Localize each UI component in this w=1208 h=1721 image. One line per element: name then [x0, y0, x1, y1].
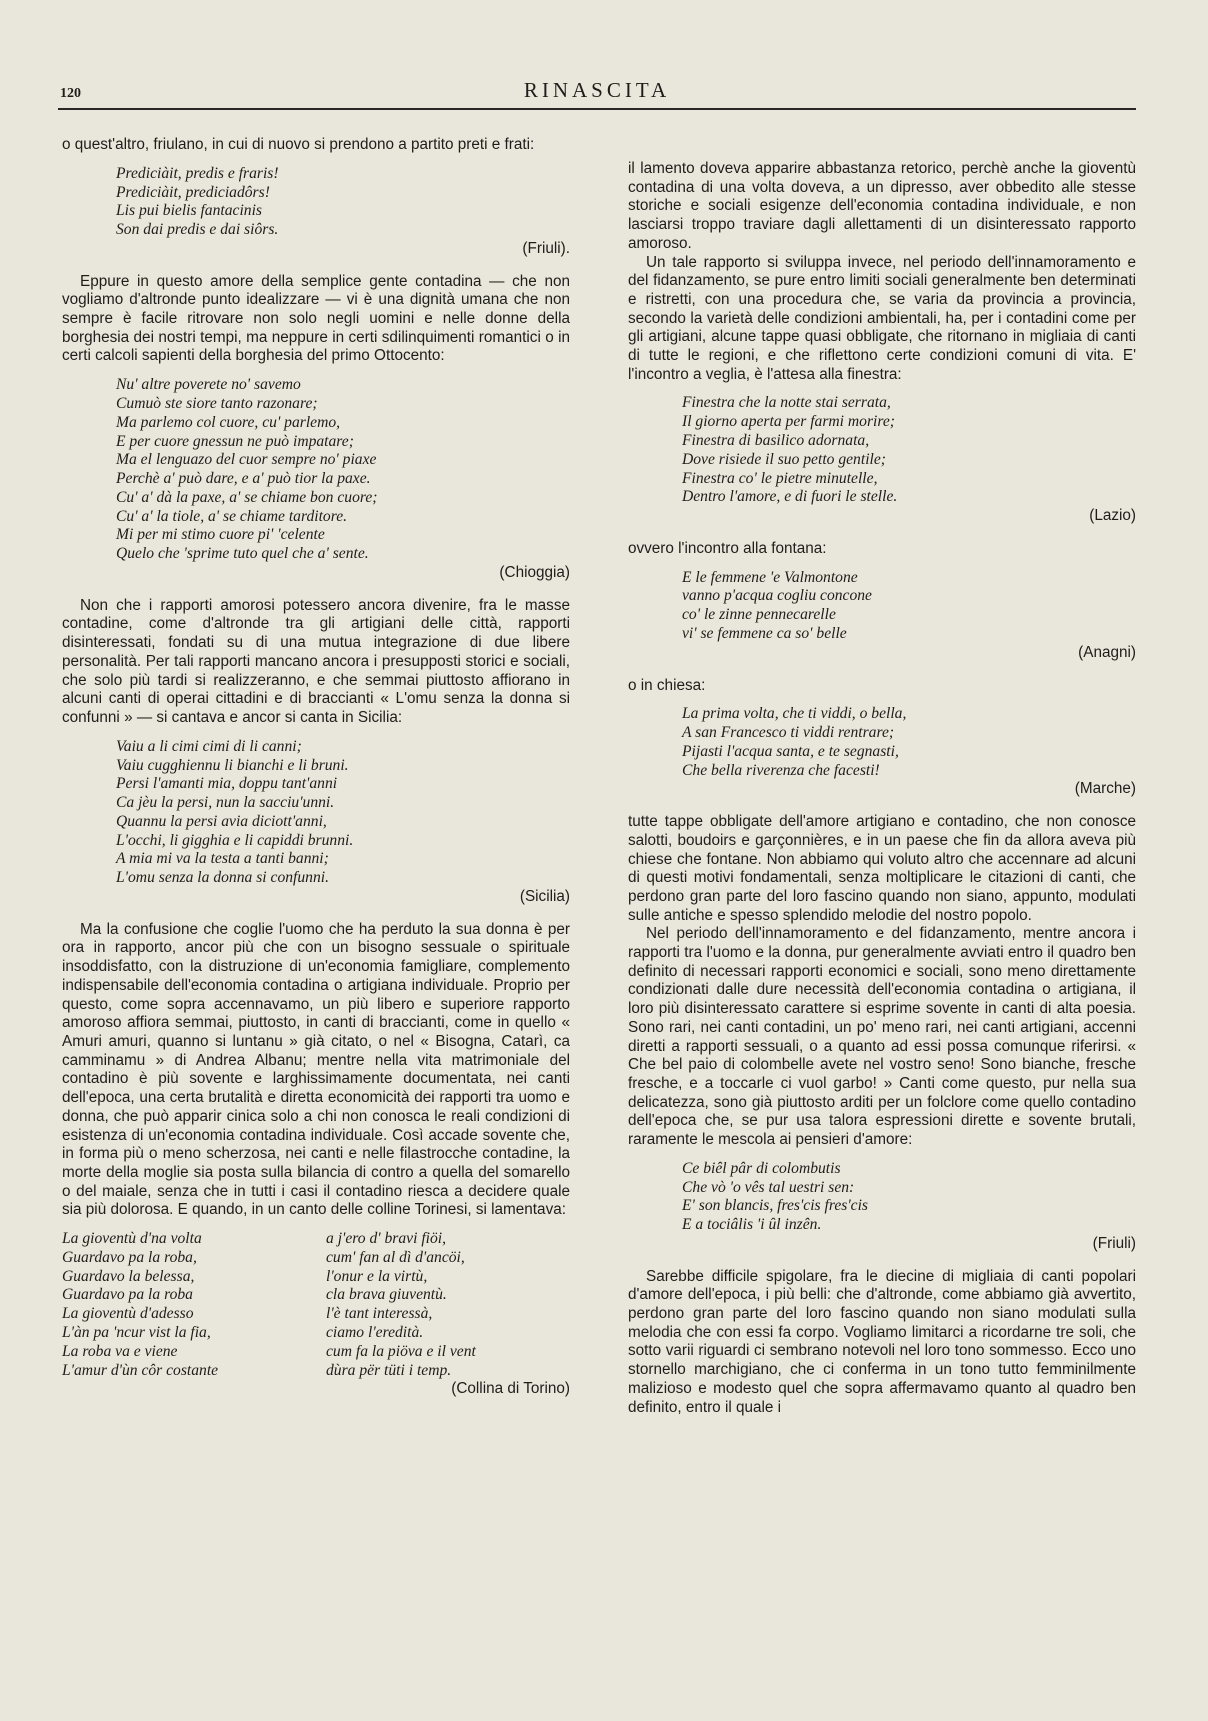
poem-line: cum fa la piöva e il vent — [326, 1342, 476, 1360]
poem-line: L'omu senza la donna si confunni. — [116, 869, 329, 887]
poem-line: Che vò 'o vês tal uestri sen: — [682, 1178, 855, 1196]
poem-line: La gioventù d'adesso — [62, 1305, 194, 1323]
poem-line: Che bella riverenza che facesti! — [682, 761, 880, 779]
poem-line: A mia mi va la testa a tanti banni; — [116, 850, 329, 868]
poem-line: a j'ero d' bravi fiöi, — [326, 1230, 447, 1248]
spacer — [62, 366, 570, 376]
paragraph: ovvero l'incontro alla fontana: — [628, 539, 827, 557]
poem-source: (Sicilia) — [519, 888, 570, 906]
poem-torino — [62, 1230, 570, 1380]
poem-line: E' son blancis, fres'cis fres'cis — [682, 1197, 868, 1215]
poem-line: Dentro l'amore, e di fuori le stelle. — [682, 488, 898, 506]
poem-source: (Friuli). — [522, 239, 570, 257]
poem-line: Prediciàit, prediciadôrs! — [116, 183, 270, 201]
poem-source: (Lazio) — [1089, 507, 1136, 525]
poem-line: Finestra di basilico adornata, — [682, 432, 870, 450]
right-column — [628, 160, 1136, 1417]
spacer — [628, 695, 1136, 705]
paragraph: Sarebbe difficile spigolare, fra le diecine di migliaia di canti popolari d'amore dell'epoca, i più belli: che d'altronde, come abbiamo già avvertito, perdono gran parte del loro fascino quando non siano modulati sulla melodia che con essi fa corpo. Vogliamo limitarci a ricordarne tre soli, che sotto varii riguardi ci sembrano notevoli nel loro tono sommesso. Ecco uno stornello marchigiano, che ci conferma in un tono tutto femminilmente malizioso e modesto quel che sopra affermavamo quanto al quadro ben definito, entro il quale i — [628, 1267, 1136, 1416]
poem-line: Persi l'amanti mia, doppu tant'anni — [116, 775, 338, 793]
poem-line: A san Francesco ti viddi rentrare; — [682, 724, 895, 742]
paragraph: Ma la confusione che coglie l'uomo che ha perduto la sua donna è per ora in rapporto, ancor più che con un bisogno sessuale o spirituale insoddisfatto, con la distruzione di un'economia famigliare, complemento indispensabile dell'economia contadina o artigiana individuale. Proprio per questo, come sopra accennavamo, un più libero e superiore rapporto amoroso affiora semmai, piuttosto, in canti di braccianti, come in quello « Amuri amuri, quanno si luntanu » già citato, o nel « Bisogna, Catarì, ca camminamu » di Andrea Albanu; mentre nella vita matrimoniale del contadino è più sovente e larghissimamente documentata, nei canti dell'epoca, una certa brutalità e diretta economicità dei rapporti tra uomo e donna, che può apparir cinica solo a chi non conosca le reali condizioni di esistenza di un'economia contadina individuale. Così accade sovente che, in forma più o meno scherzosa, nei canti e nelle filastrocche contadine, la morte della moglie sia posta sulla bilancia di contro a quella del somarello o del maiale, senza che in tutti i casi il contadino riesca a decidere quale sia più dolorosa. E quando, in un canto delle colline Torinesi, si lamentava: — [62, 920, 570, 1219]
poem-line: Guardavo pa la roba, — [62, 1248, 197, 1266]
poem-line: vi' se femmene ca so' belle — [682, 625, 847, 643]
page-number: 120 — [60, 86, 81, 101]
poem-line: Cumuò ste siore tanto razonare; — [116, 394, 318, 412]
paragraph: Eppure in questo amore della semplice gente contadina — che non vogliamo d'altronde punto idealizzare — vi è una dignità umana che non sempre è facile ritrovare non solo negli uomini e nelle donne della borghesia dei nostri tempi, ma neppure in certi sdilinquimenti romantici o in certi calcoli sapienti della borghesia del primo Ottocento: — [62, 272, 570, 365]
poem-line: Ma el lenguazo del cuor sempre no' piaxe — [116, 451, 377, 469]
spacer — [62, 728, 570, 738]
paragraph: Nel periodo dell'innamoramento e del fidanzamento, mentre ancora i rapporti tra l'uomo e la donna, pur generalmente avviati entro il quadro ben definito di necessari rapporti economici e sociali, sono meno direttamente condizionati dalle dure necessità dell'economia contadina o artigiana, il loro più disinteressato carattere si esprime sovente in canti di alta poesia. Sono rari, nei canti contadini, un po' meno rari, nei canti artigiani, accenni diretti a rapporti sessuali, o a quanto ad essi possa comunque riferirsi. « Che bel paio di colombelle avete nel vostro seno! Sono bianche, fresche fresche, e a toccarle ci vuol garbo! » Canti come questo, pur nella sua delicatezza, sono già piuttosto arditi per un folclore come quello contadino dell'epoca che, se pur usa talora espressioni dirette e sovente brutali, raramente le mescola ai pensieri d'amore: — [628, 925, 1136, 1149]
poem-sicilia — [62, 738, 570, 888]
spacer — [62, 155, 570, 165]
poem-friuli — [62, 165, 570, 240]
paragraph: o in chiesa: — [628, 676, 706, 694]
paragraph: Un tale rapporto si sviluppa invece, nel periodo dell'innamoramento e del fidanzamento, se pure entro limiti sociali generalmente ben determinati e ristretti, con una procedura che, se varia da provincia a provincia, secondo la varietà delle condizioni ambientali, ha, per i contadini come per gli artigiani, alcune tappe quasi obbligate, che ritornano in migliaia di canti di tutte le regioni, e che riflettono certe condizioni comuni di vita. E' l'incontro a veglia, è l'attesa alla finestra: — [628, 253, 1136, 383]
spacer — [628, 384, 1136, 394]
poem-line: E a tociâlis 'i ûl inzên. — [682, 1216, 822, 1234]
poem-source: (Collina di Torino) — [451, 1380, 570, 1398]
poem-line: Cu' a' la tiole, a' se chiame tarditore. — [116, 507, 348, 525]
poem-line: Quelo che 'sprime tuto quel che a' sente. — [116, 545, 369, 563]
poem-line: Guardavo la belessa, — [62, 1267, 195, 1285]
poem-line: La gioventù d'na volta — [62, 1230, 202, 1248]
poem-line: Vaiu cugghiennu li bianchi e li bruni. — [116, 756, 349, 774]
poem-line: L'àn pa 'ncur vist la fia, — [62, 1324, 211, 1342]
poem-line: Nu' altre poverete no' savemo — [116, 376, 301, 394]
poem-source: (Chioggia) — [499, 564, 570, 582]
poem-line: Dove risiede il suo petto gentile; — [682, 450, 886, 468]
poem-line: E per cuore gnessun ne può impatare; — [116, 432, 354, 450]
paragraph: Non che i rapporti amorosi potessero ancora divenire, fra le masse contadine, come d'altronde tra gli artigiani delle città, rapporti disinteressati, fondati su di una mutua integrazione di due libere personalità. Per tali rapporti mancano ancora i presupposti storici e sociali, che solo più tardi si realizzeranno, e che semmai piuttosto affiorano in alcuni canti di operai cittadini e di braccianti « L'omu senza la donna si confunni » — si cantava e ancor si canta in Sicilia: — [62, 596, 570, 726]
poem-line: Pijasti l'acqua santa, e te segnasti, — [682, 742, 899, 760]
poem-friuli-2 — [628, 1160, 1136, 1235]
page-header — [58, 72, 1136, 110]
poem-line: E le femmene 'e Valmontone — [682, 568, 858, 586]
poem-line: La roba va e viene — [62, 1342, 178, 1360]
poem-line: co' le zinne pennecarelle — [682, 606, 836, 624]
poem-source: (Friuli) — [1092, 1234, 1136, 1252]
poem-source: (Anagni) — [1078, 643, 1136, 661]
paragraph: il lamento doveva apparire abbastanza retorico, perchè anche la gioventù contadina di una volta doveva, a un dipresso, aver obbedito alle stesse storiche e sociali esigenze dell'economia contadina individuale, e non lasciarsi troppo traviare dagli allettamenti di un disinteressato rapporto amoroso. — [628, 160, 1136, 252]
poem-line: Ma parlemo col cuore, cu' parlemo, — [116, 413, 341, 431]
spacer — [628, 559, 1136, 569]
poem-line: Finestra che la notte stai serrata, — [682, 394, 891, 412]
poem-line: Perchè a' può dare, e a' può tior la paxe. — [116, 470, 371, 488]
poem-source: (Marche) — [1074, 780, 1136, 798]
poem-line: Son dai predis e dai siôrs. — [116, 221, 279, 239]
spacer — [628, 1150, 1136, 1160]
poem-line: vanno p'acqua cogliu concone — [682, 587, 872, 605]
poem-anagni — [628, 569, 1136, 644]
journal-title: RINASCITA — [523, 78, 671, 102]
poem-line: Prediciàit, predis e fraris! — [116, 164, 279, 182]
poem-line: ciamo l'eredità. — [326, 1324, 424, 1342]
poem-line: L'occhi, li gigghia e li capiddi brunni. — [116, 831, 354, 849]
poem-line: Cu' a' dà la paxe, a' se chiame bon cuore; — [116, 488, 378, 506]
poem-lazio — [628, 394, 1136, 507]
poem-line: Mi per mi stimo cuore pi' 'celente — [116, 526, 325, 544]
poem-column-left — [62, 1230, 306, 1380]
poem-line: La prima volta, che ti viddi, o bella, — [682, 705, 907, 723]
poem-marche — [628, 705, 1136, 780]
poem-line: Lis pui bielis fantacinis — [116, 202, 262, 220]
poem-line: L'amur d'ùn côr costante — [62, 1361, 219, 1379]
poem-column-right — [326, 1230, 570, 1380]
poem-line: Vaiu a li cimi cimi di li canni; — [116, 737, 302, 755]
poem-chioggia — [62, 376, 570, 564]
poem-line: cum' fan al dì d'ancöi, — [326, 1248, 465, 1266]
poem-line: Guardavo pa la roba — [62, 1286, 193, 1304]
poem-line: l'onur e la virtù, — [326, 1267, 428, 1285]
poem-line: Ce biêl pâr di colombutis — [682, 1159, 841, 1177]
poem-line: Ca jèu la persi, nun la sacciu'unni. — [116, 794, 335, 812]
left-column — [62, 136, 570, 1413]
poem-line: l'è tant interessà, — [326, 1305, 433, 1323]
poem-line: Il giorno aperta per farmi morire; — [682, 413, 895, 431]
poem-line: Finestra co' le pietre minutelle, — [682, 469, 878, 487]
paragraph: o quest'altro, friulano, in cui di nuovo si prendono a partito preti e frati: — [62, 136, 535, 153]
paragraph: tutte tappe obbligate dell'amore artigiano e contadino, che non conosce salotti, boudoirs e garçonnières, e in un paese che fin da allora aveva più chiese che fontane. Non abbiamo qui voluto altro che accennare ad alcuni di questi motivi fondamentali, senza moltiplicare le citazioni di canti, che perdono gran parte del loro fascino quando non siano, appunto, modulati sulle antiche e spesso splendido melodie del nostro popolo. — [628, 813, 1136, 924]
poem-line: dùra për tüti i temp. — [326, 1361, 452, 1379]
poem-line: Quannu la persi avia diciott'anni, — [116, 812, 327, 830]
poem-line: cla brava giuventù. — [326, 1286, 447, 1304]
